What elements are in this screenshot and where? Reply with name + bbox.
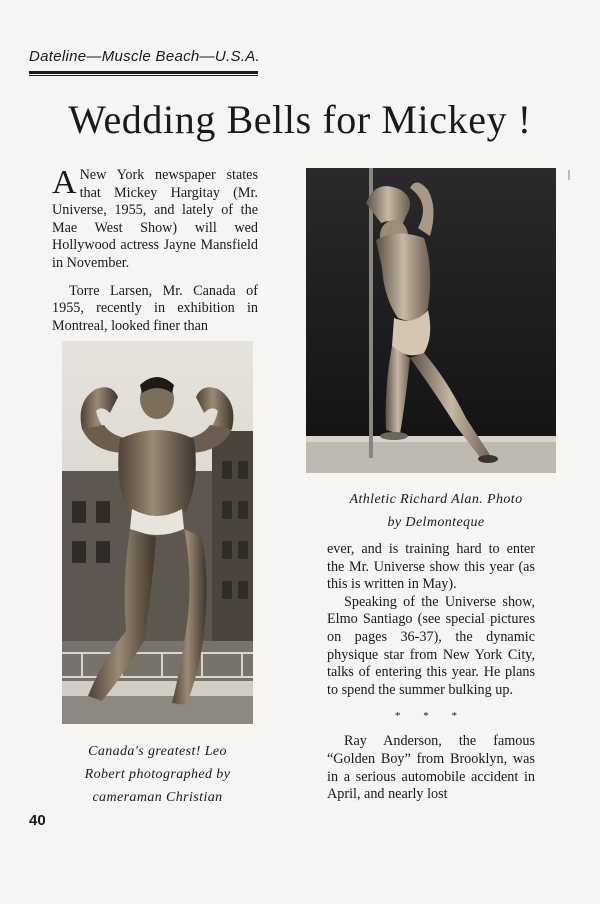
photo-richard-alan	[306, 168, 556, 473]
bodybuilder-pole-pose-photo	[306, 168, 556, 473]
article-title: Wedding Bells for Mickey !	[68, 97, 532, 142]
dateline-rule-thin	[29, 75, 258, 76]
bodybuilder-front-double-biceps-photo	[62, 341, 253, 724]
left-column-text	[52, 164, 258, 335]
paragraph-5: Ray Anderson, the famous “Golden Boy” from Brooklyn, was in a serious automobile accident in April, and nearly lost	[327, 733, 535, 803]
right-column-text	[327, 541, 535, 804]
caption-right-line-2: by Delmonteque	[387, 515, 485, 530]
caption-left-line-2: Robert photographed by	[84, 767, 231, 782]
paragraph-1-text: New York newspaper states that Mickey Hargitay (Mr. Universe, 1955, and lately of the Mae West Show) will wed Hollywood actress Jayne Mansfield in November.	[52, 167, 258, 271]
photo-leo-robert	[62, 341, 253, 724]
dateline: Dateline—Muscle Beach—U.S.A.	[29, 48, 260, 65]
dateline-rule-thick	[29, 71, 258, 74]
drop-cap: A	[52, 164, 77, 201]
paragraph-4: Speaking of the Universe show, Elmo Santiago (see special pictures on pages 36-37), the dynamic physique star from New York City, talks of entering this year. He plans to spend the summer bulking up.	[327, 593, 535, 698]
caption-right-line-1: Athletic Richard Alan. Photo	[349, 492, 523, 507]
paragraph-1	[52, 164, 258, 273]
page-number: 40	[29, 812, 46, 829]
caption-left-line-1: Canada's greatest! Leo	[88, 744, 227, 759]
section-separator: * * *	[395, 710, 467, 723]
paragraph-3: ever, and is training hard to enter the Mr. Universe show this year (as this is written in May).	[327, 541, 535, 593]
paragraph-2: Torre Larsen, Mr. Canada of 1955, recently in exhibition in Montreal, looked finer than	[52, 282, 258, 334]
caption-right	[320, 488, 552, 534]
caption-left-line-3: cameraman Christian	[92, 790, 223, 805]
caption-left	[62, 740, 253, 809]
print-speck	[568, 170, 570, 180]
